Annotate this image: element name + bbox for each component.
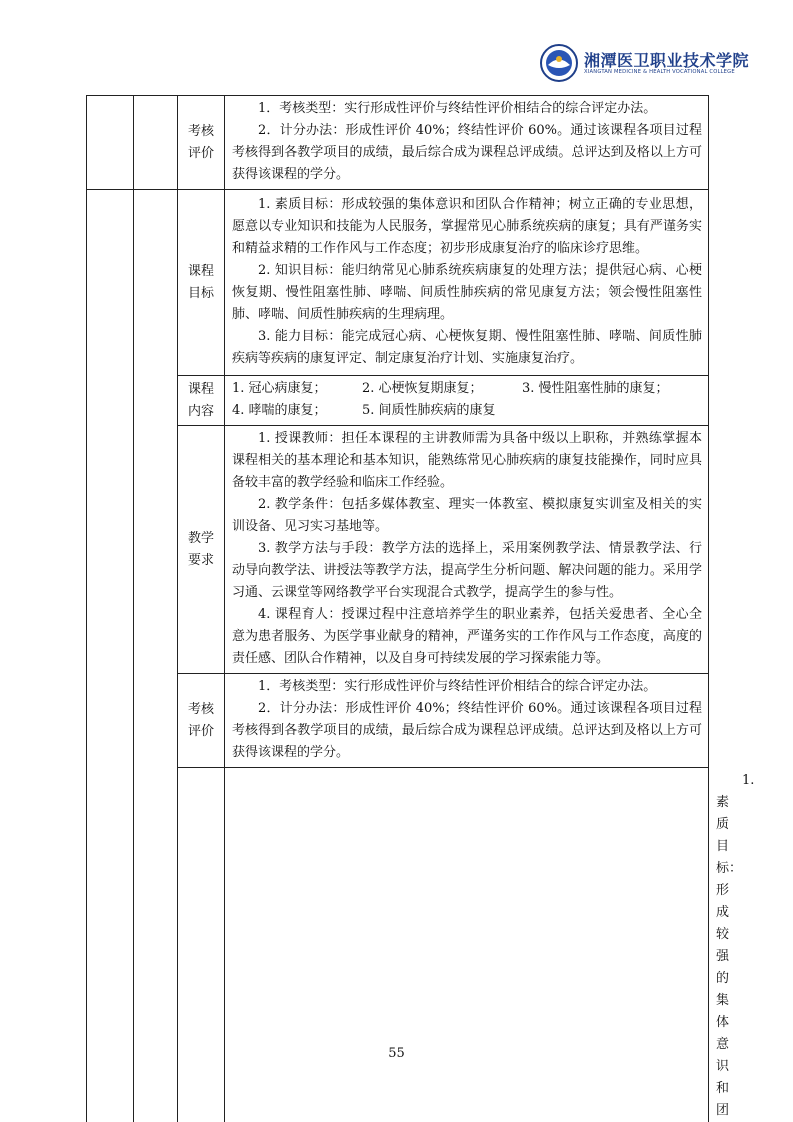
row-content — [225, 426, 709, 674]
paragraph: 1. 素质目标：形成较强的集体意识和团队合作精神；树立正确的专业思想，愿意以专业知识和技能为人民服务，掌握常见心肺系统疾病的康复；具有严谨务实和精益求精的工作作风与工作态度；初步形成康复治疗的临床诊疗思维。 — [232, 197, 702, 256]
table-row — [87, 96, 709, 190]
table-row — [87, 426, 709, 674]
course-name — [225, 768, 709, 1122]
content-item: 2. 心梗恢复期康复； — [362, 381, 483, 396]
row-label: 课程内容 — [178, 376, 225, 426]
content-line — [232, 400, 702, 422]
paragraph: 4. 课程育人：授课过程中注意培养学生的职业素养，包括关爱患者、全心全意为患者服务、为医学事业献身的精神，严谨务实的工作作风与工作态度，高度的责任感、团队合作精神，以及自身可持续发展的学习探索能力等。 — [232, 607, 702, 666]
table-row — [87, 674, 709, 768]
cell-num-empty — [87, 96, 134, 190]
paragraph: 2．计分办法：形成性评价 40%；终结性评价 60%。通过该课程各项目过程考核得到各教学项目的成绩，最后综合成为课程总评成绩。总评达到及格以上方可获得该课程的学分。 — [232, 123, 702, 182]
table-row — [87, 190, 709, 376]
paragraph: 3. 能力目标：能完成冠心病、心梗恢复期、慢性阻塞性肺、哮喘、间质性肺疾病等疾病的康复评定、制定康复治疗计划、实施康复治疗。 — [232, 329, 702, 366]
table-row — [87, 376, 709, 426]
content-item: 4. 哮喘的康复； — [232, 403, 327, 418]
content-line — [232, 378, 702, 400]
content-item: 5. 间质性肺疾病的康复 — [362, 403, 496, 418]
paragraph: 2. 教学条件：包括多媒体教室、理实一体教室、模拟康复实训室及相关的实训设备、见习实习基地等。 — [232, 497, 702, 534]
content-item: 3. 慢性阻塞性肺的康复； — [522, 381, 669, 396]
course-number — [178, 768, 225, 1122]
table-row: 1. 素质目标：形成较强的集体意识和团 — [87, 768, 709, 1122]
paragraph: 1．考核类型：实行形成性评价与终结性评价相结合的综合评定办法。 — [258, 101, 657, 116]
school-emblem-icon — [540, 44, 578, 82]
paragraph: 2．计分办法：形成性评价 40%；终结性评价 60%。通过该课程各项目过程考核得到各教学项目的成绩，最后综合成为课程总评成绩。总评达到及格以上方可获得该课程的学分。 — [232, 701, 702, 760]
paragraph: 2. 知识目标：能归纳常见心肺系统疾病康复的处理方法；提供冠心病、心梗恢复期、慢性阻塞性肺、哮喘、间质性肺疾病的常见康复方法；领会慢性阻塞性肺、哮喘、间质性肺疾病的生理病理。 — [232, 263, 702, 322]
row-content — [225, 376, 709, 426]
row-label: 考核评价 — [178, 674, 225, 768]
course-number — [87, 190, 134, 1122]
paragraph: 1. 授课教师：担任本课程的主讲教师需为具备中级以上职称，并熟练掌握本课程相关的基本理论和基本知识，能熟练常见心肺疾病的康复技能操作，同时应具备较丰富的教学经验和临床工作经验。 — [232, 431, 702, 490]
row-content — [225, 96, 709, 190]
row-content — [225, 190, 709, 376]
row-label: 课程目标 — [178, 190, 225, 376]
course-name — [134, 190, 178, 1122]
school-logo — [540, 44, 750, 84]
content-item: 1. 冠心病康复； — [232, 381, 327, 396]
row-content — [225, 674, 709, 768]
curriculum-table — [86, 95, 755, 1122]
school-name-cn: 湘潭医卫职业技术学院 — [584, 51, 750, 70]
cell-name-empty — [134, 96, 178, 190]
row-label: 教学要求 — [178, 426, 225, 674]
paragraph: 3. 教学方法与手段：教学方法的选择上，采用案例教学法、情景教学法、行动导向教学法、讲授法等教学方法，提高学生分析问题、解决问题的能力。采用学习通、云课堂等网络教学平台实现混合式教学，提高学生的参与性。 — [232, 541, 702, 600]
paragraph: 1．考核类型：实行形成性评价与终结性评价相结合的综合评定办法。 — [258, 679, 657, 694]
page-number: 55 — [388, 1046, 405, 1061]
school-name-en: XIANGTAN MEDICINE & HEALTH VOCATIONAL COLLEGE — [584, 69, 735, 75]
row-label: 考核评价 — [178, 96, 225, 190]
